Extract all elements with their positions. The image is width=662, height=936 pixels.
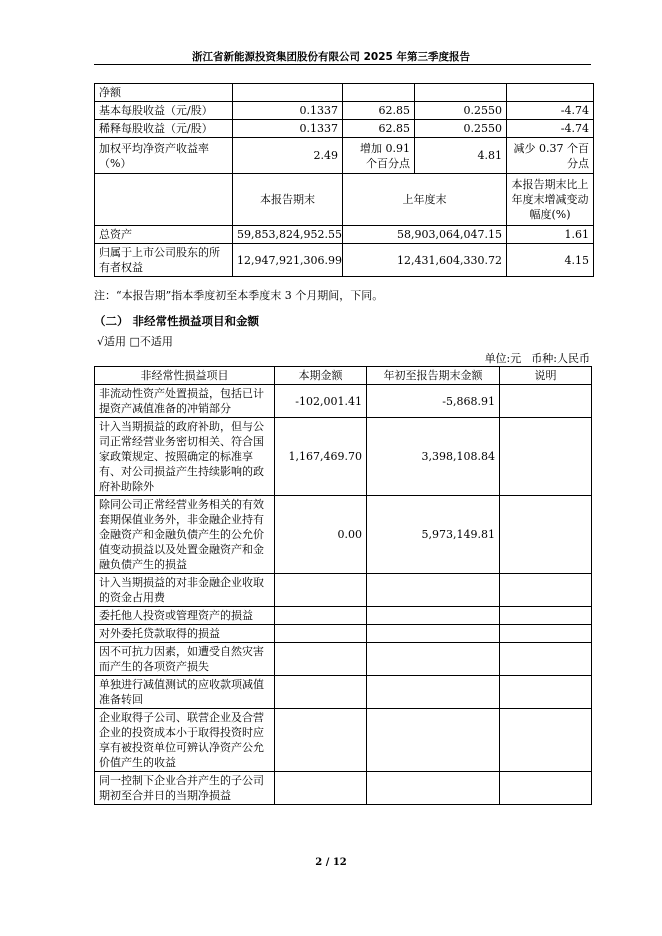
cell (367, 772, 500, 805)
cell (275, 574, 367, 607)
table-row (95, 643, 592, 676)
cell: 62.85 (343, 102, 415, 120)
cell: 12,431,604,330.72 (343, 244, 507, 277)
table-row (95, 102, 594, 120)
cell: 4.81 (415, 138, 507, 174)
table-row (95, 418, 592, 496)
item-label: 对外委托贷款取得的损益 (95, 625, 275, 643)
cell (367, 607, 500, 625)
report-header-title: 浙江省新能源投资集团股份有限公司 2025 年第三季度报告 (191, 51, 471, 63)
column-header: 上年度末 (343, 174, 507, 226)
item-label: 除同公司正常经营业务相关的有效套期保值业务外，非金融企业持有金融资产和金融负债产生的公允价值变动损益以及处置金融资产和金融负债产生的损益 (95, 496, 275, 574)
cell: 2.49 (233, 138, 343, 174)
cell (275, 625, 367, 643)
key-financials-table (94, 83, 594, 277)
table-row (95, 226, 594, 244)
cell (507, 84, 594, 102)
table-body (95, 385, 592, 805)
page-number: 2 / 12 (315, 857, 347, 868)
cell (343, 84, 415, 102)
table-row (95, 574, 592, 607)
cell (367, 574, 500, 607)
table-row (95, 772, 592, 805)
cell (500, 496, 592, 574)
cell: 5,973,149.81 (367, 496, 500, 574)
column-header: 非经常性损益项目 (95, 367, 275, 385)
cell: 0.2550 (415, 102, 507, 120)
cell (233, 84, 343, 102)
cell: -4.74 (507, 102, 594, 120)
section-title: （二） 非经常性损益项目和金额 (94, 314, 260, 328)
table-row (95, 84, 594, 102)
cell: 0.2550 (415, 120, 507, 138)
cell (500, 709, 592, 772)
cell (367, 625, 500, 643)
table-row (95, 625, 592, 643)
cell (275, 607, 367, 625)
table-row (95, 244, 594, 277)
table-subheader-row (95, 174, 594, 226)
item-label: 计入当期损益的对非金融企业收取的资金占用费 (95, 574, 275, 607)
cell (415, 84, 507, 102)
non-recurring-items-table (94, 366, 592, 805)
cell (367, 709, 500, 772)
cell: 0.1337 (233, 120, 343, 138)
item-label: 因不可抗力因素，如遭受自然灾害而产生的各项资产损失 (95, 643, 275, 676)
cell: 减少 0.37 个百分点 (507, 138, 594, 174)
table-row (95, 676, 592, 709)
item-label: 同一控制下企业合并产生的子公司期初至合并日的当期净损益 (95, 772, 275, 805)
row-label: 总资产 (95, 226, 233, 244)
cell: 3,398,108.84 (367, 418, 500, 496)
table-row (95, 496, 592, 574)
item-label: 委托他人投资或管理资产的损益 (95, 607, 275, 625)
cell: 1.61 (507, 226, 594, 244)
footnote: 注：“本报告期”指本季度初至本季度末 3 个月期间，下同。 (94, 289, 384, 302)
cell: -5,868.91 (367, 385, 500, 418)
column-header: 说明 (500, 367, 592, 385)
unit-label: 单位:元 (484, 352, 522, 365)
cell: 1,167,469.70 (275, 418, 367, 496)
column-header: 年初至报告期末金额 (367, 367, 500, 385)
row-label: 加权平均净资产收益率（%） (95, 138, 233, 174)
table-row (95, 709, 592, 772)
unit-line (485, 350, 590, 366)
cell: 4.15 (507, 244, 594, 277)
table-header-row (95, 367, 592, 385)
column-header: 本报告期末 (233, 174, 343, 226)
cell: -4.74 (507, 120, 594, 138)
column-header: 本报告期末比上年度末增减变动幅度(%) (507, 174, 594, 226)
item-label: 企业取得子公司、联营企业及合营企业的投资成本小于取得投资时应享有被投资单位可辨认净资产公允价值产生的收益 (95, 709, 275, 772)
cell: 增加 0.91 个百分点 (343, 138, 415, 174)
table-row (95, 607, 592, 625)
cell (275, 709, 367, 772)
cell: 58,903,064,047.15 (343, 226, 507, 244)
item-label: 计入当期损益的政府补助，但与公司正常经营业务密切相关、符合国家政策规定、按照确定的标准享有、对公司损益产生持续影响的政府补助除外 (95, 418, 275, 496)
table-row (95, 385, 592, 418)
cell (275, 772, 367, 805)
blank-cell (95, 174, 233, 226)
currency-label: 币种:人民币 (531, 352, 590, 365)
cell: 0.00 (275, 496, 367, 574)
cell (500, 574, 592, 607)
cell (500, 772, 592, 805)
cell (500, 625, 592, 643)
header-divider (94, 64, 591, 65)
cell (500, 418, 592, 496)
cell (500, 385, 592, 418)
row-label: 基本每股收益（元/股） (95, 102, 233, 120)
cell: 0.1337 (233, 102, 343, 120)
cell: 59,853,824,952.55 (233, 226, 343, 244)
row-label: 稀释每股收益（元/股） (95, 120, 233, 138)
table-row (95, 120, 594, 138)
column-header: 本期金额 (275, 367, 367, 385)
cell (500, 676, 592, 709)
cell: -102,001.41 (275, 385, 367, 418)
row-label: 归属于上市公司股东的所有者权益 (95, 244, 233, 277)
applicable-checkbox-line: √适用 □不适用 (97, 335, 173, 348)
cell (367, 676, 500, 709)
row-label: 净额 (95, 84, 233, 102)
cell (275, 643, 367, 676)
cell: 12,947,921,306.99 (233, 244, 343, 277)
item-label: 非流动性资产处置损益，包括已计提资产减值准备的冲销部分 (95, 385, 275, 418)
cell (275, 676, 367, 709)
cell: 62.85 (343, 120, 415, 138)
table-row (95, 138, 594, 174)
item-label: 单独进行减值测试的应收款项减值准备转回 (95, 676, 275, 709)
cell (367, 643, 500, 676)
cell (500, 607, 592, 625)
cell (500, 643, 592, 676)
